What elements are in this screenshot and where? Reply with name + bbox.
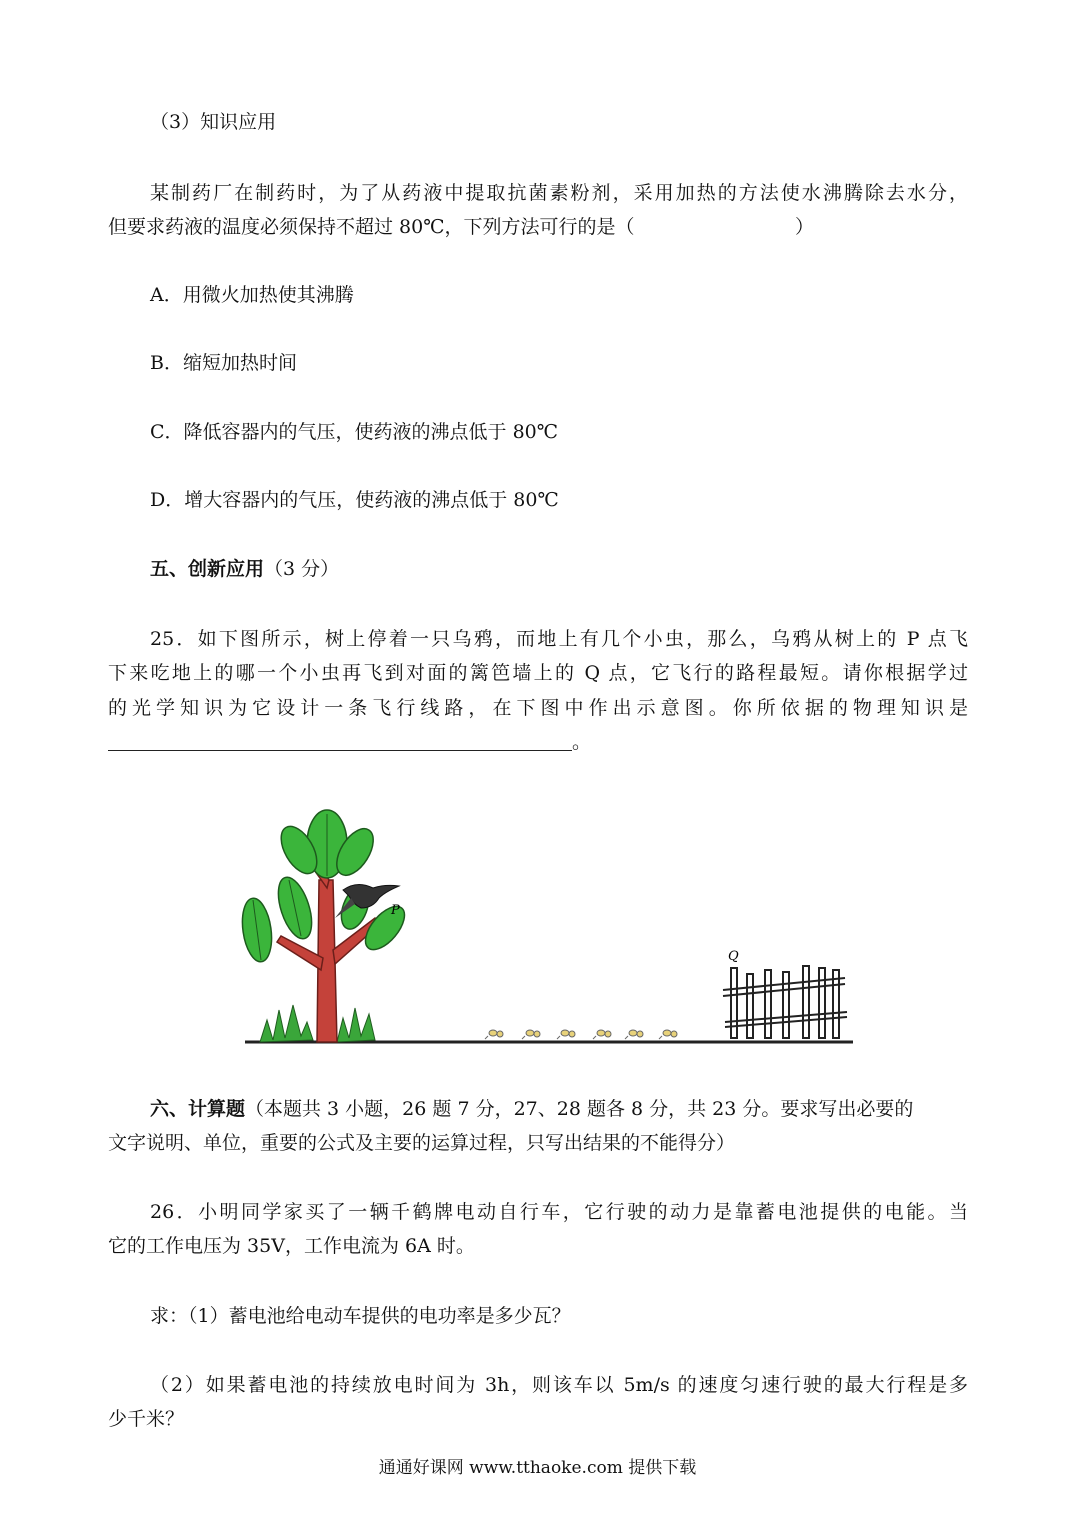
page-footer: 通通好课网 www.tthaoke.com 提供下载 [378,1458,697,1478]
q25-line-2: 下来吃地上的哪一个小虫再飞到对面的篱笆墙上的 Q 点，它飞行的路程最短。请你根据学过 [108,662,968,684]
q24-option-c: C．降低容器内的气压，使药液的沸点低于 80℃ [150,421,559,443]
q24-option-b: B．缩短加热时间 [150,352,297,374]
section5-title: 五、创新应用 [150,558,265,580]
q24-option-a: A．用微火加热使其沸腾 [150,284,354,306]
crow-tree-fence-figure [215,800,865,1060]
q26-sub-question-2-line-1: （2）如果蓄电池的持续放电时间为 3h，则该车以 5m/s 的速度匀速行驶的最大行程是多 [150,1374,968,1396]
section6-title: 六、计算题 [150,1098,246,1120]
q25-line-1: 25．如下图所示，树上停着一只乌鸦，而地上有几个小虫，那么，乌鸦从树上的 P 点飞 [150,628,968,650]
q26-sub-question-1: 求：（1）蓄电池给电动车提供的电功率是多少瓦？ [150,1305,571,1327]
q25-line-4-period: 。 [572,731,592,753]
q25-answer-blank [108,750,572,751]
point-p-label: P [391,903,400,918]
q25-line-3: 的光学知识为它设计一条飞行线路，在下图中作出示意图。你所依据的物理知识是 [108,697,968,719]
fence-icon [723,966,847,1038]
point-q-label: Q [728,949,739,964]
section6-heading-line-1 [150,1100,913,1119]
section6-desc-line-1: （本题共 3 小题，26 题 7 分，27、28 题各 8 分，共 23 分。要求写出必要的 [245,1098,914,1120]
section5-score: （3 分） [264,558,340,580]
section6-desc-line-2: 文字说明、单位，重要的公式及主要的运算过程，只写出结果的不能得分） [108,1132,736,1154]
q24-stem-line-1: 某制药厂在制药时，为了从药液中提取抗菌素粉剂，采用加热的方法使水沸腾除去水分， [150,182,968,204]
q24-option-d: D．增大容器内的气压，使药液的沸点低于 80℃ [150,489,559,511]
section-heading-knowledge-application: （3）知识应用 [150,111,277,133]
tree-icon [239,810,412,1042]
q26-line-2: 它的工作电压为 35V，工作电流为 6A 时。 [108,1235,475,1257]
section5-heading [150,560,339,579]
bugs-icon [485,1030,677,1039]
q24-answer-paren-close: ） [795,216,815,238]
q26-line-1: 26．小明同学家买了一辆千鹤牌电动自行车，它行驶的动力是靠蓄电池提供的电能。当 [150,1201,968,1223]
q24-stem-line-2: 但要求药液的温度必须保持不超过 80℃，下列方法可行的是（ [108,216,635,238]
q26-sub-question-2-line-2: 少千米？ [108,1408,185,1430]
